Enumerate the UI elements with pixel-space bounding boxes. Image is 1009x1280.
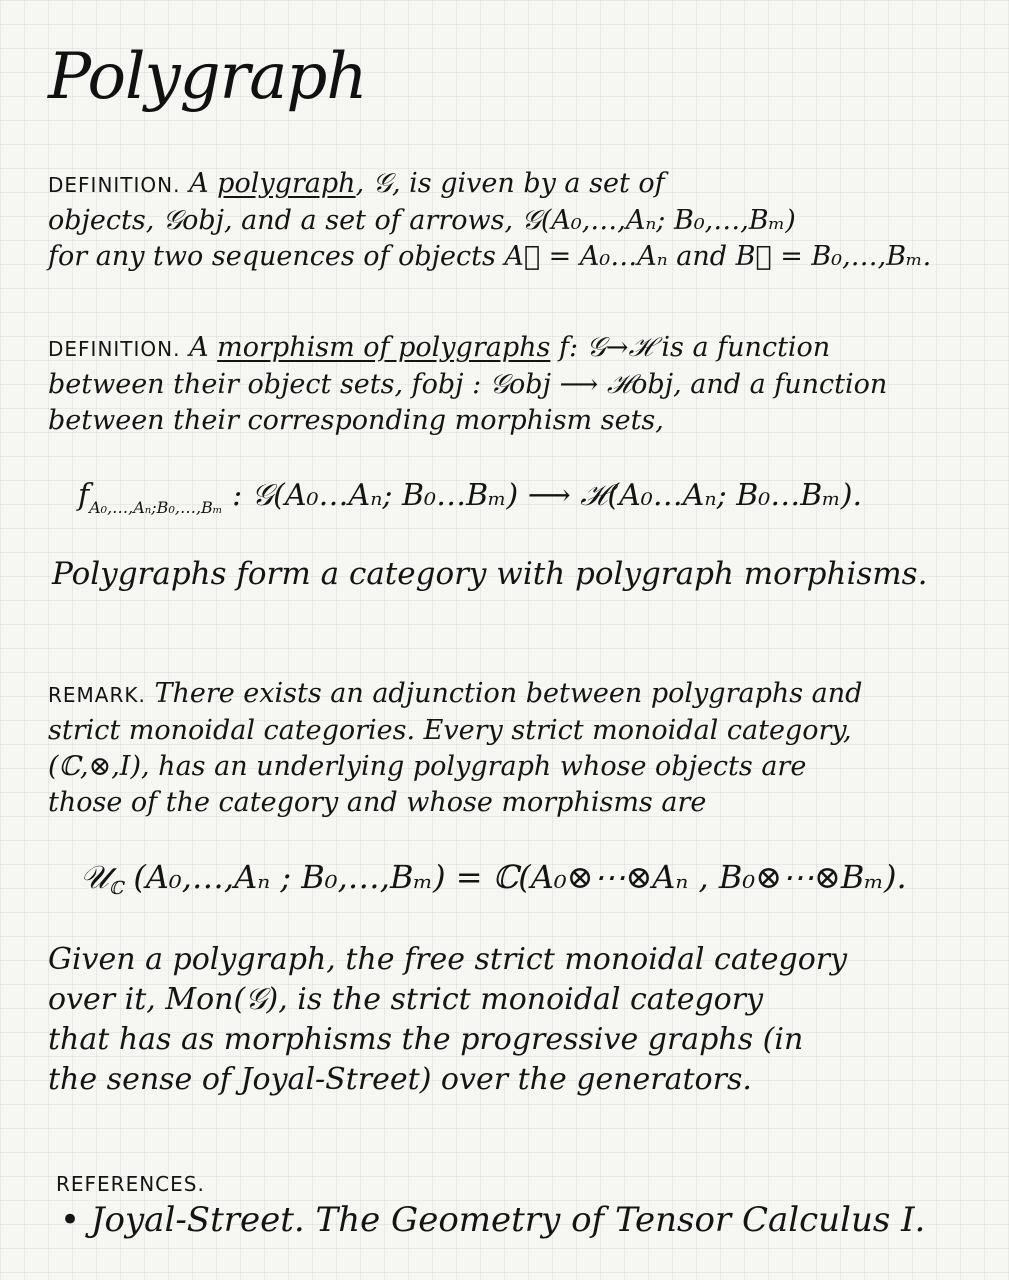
formula-symbol: f — [78, 478, 90, 513]
remark-line: (ℂ,⊗,I), has an underlying polygraph whose objects are — [48, 751, 807, 782]
morphism-formula — [78, 478, 862, 517]
definition-line: between their corresponding morphism sets, — [48, 405, 664, 436]
definition-morphism — [48, 330, 928, 439]
definition-line: for any two sequences of objects A⃗ = A₀…Aₙ and B⃗ = B₀,…,Bₘ. — [48, 241, 932, 272]
page-title: Polygraph — [48, 40, 367, 114]
formula-body: : 𝒢(A₀…Aₙ; B₀…Bₘ) ⟶ ℋ(A₀…Aₙ; B₀…Bₘ). — [232, 478, 862, 513]
references-label: REFERENCES. — [56, 1172, 205, 1196]
free-category-paragraph — [48, 940, 928, 1100]
formula-subscript: ℂ — [108, 878, 124, 899]
definition-line: between their object sets, fobj : 𝒢obj ⟶ ℋobj, and a function — [48, 369, 888, 400]
remark-line — [48, 676, 928, 713]
definition-text: , 𝒢, is given by a set of — [355, 168, 665, 199]
defined-term: polygraph — [217, 168, 356, 199]
statement: Polygraphs form a category with polygraph morphisms. — [52, 556, 928, 592]
paragraph-line: over it, Mon(𝒢), is the strict monoidal category — [48, 982, 764, 1017]
definition-line: objects, 𝒢obj, and a set of arrows, 𝒢(A₀,…,Aₙ; B₀,…,Bₘ) — [48, 205, 796, 236]
definition-text: A — [189, 332, 209, 363]
remark-label: REMARK. — [48, 683, 146, 707]
definition-line — [48, 330, 928, 367]
reference-item: • Joyal-Street. The Geometry of Tensor Calculus I. — [60, 1200, 926, 1240]
definition-label: DEFINITION. — [48, 173, 181, 197]
paragraph-line: the sense of Joyal-Street) over the generators. — [48, 1062, 752, 1097]
definition-text: A — [189, 168, 209, 199]
definition-line — [48, 166, 928, 203]
formula-body: (A₀,…,Aₙ ; B₀,…,Bₘ) = ℂ(A₀⊗⋯⊗Aₙ , B₀⊗⋯⊗Bₘ). — [133, 858, 907, 896]
remark-line: those of the category and whose morphisms are — [48, 787, 707, 818]
formula-symbol: 𝒰 — [80, 858, 109, 896]
paragraph-line: Given a polygraph, the free strict monoidal category — [48, 942, 848, 977]
paragraph-line: that has as morphisms the progressive graphs (in — [48, 1022, 804, 1057]
defined-term: morphism of polygraphs — [217, 332, 551, 363]
definition-label: DEFINITION. — [48, 337, 181, 361]
remark-text: There exists an adjunction between polygraphs and — [154, 678, 863, 709]
remark-line: strict monoidal categories. Every strict monoidal category, — [48, 715, 852, 746]
formula-subscript: A₀,…,Aₙ;B₀,…,Bₘ — [89, 498, 223, 517]
definition-text: f: 𝒢→ℋ is a function — [558, 332, 831, 363]
underlying-polygraph-formula — [80, 858, 907, 899]
remark — [48, 676, 928, 821]
definition-polygraph — [48, 166, 932, 275]
